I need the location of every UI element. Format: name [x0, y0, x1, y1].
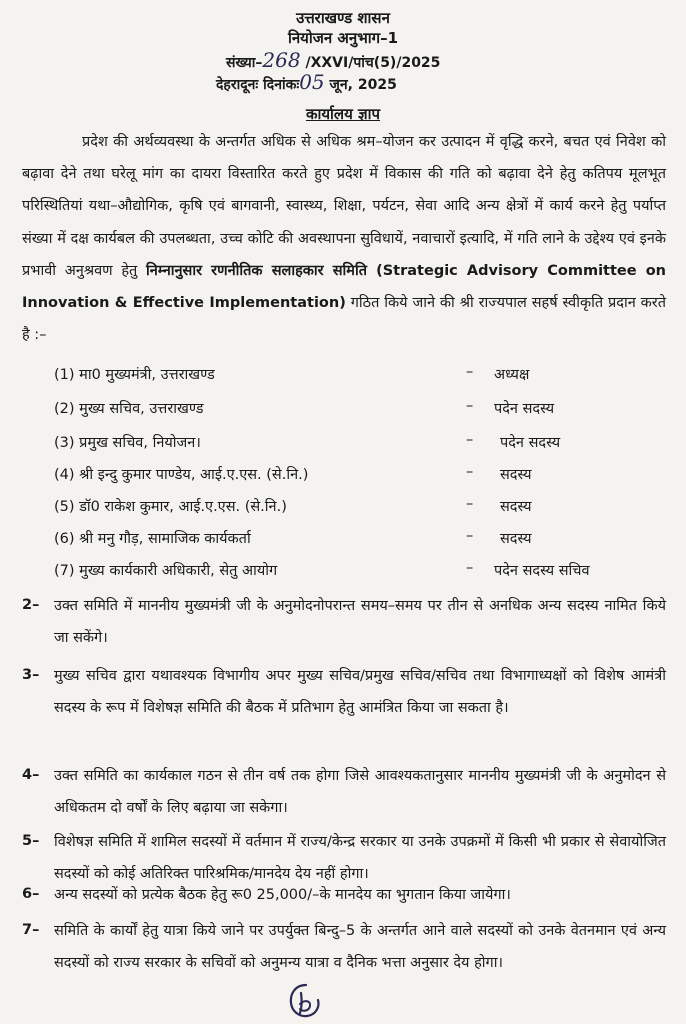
member-3: (3) प्रमुख सचिव, नियोजन। [54, 435, 201, 451]
point-2-number: 2– [22, 597, 40, 613]
govt-name: उत्तराखण्ड शासन [296, 9, 390, 27]
ref-number: 268 [262, 48, 301, 72]
point-4-number: 4– [22, 767, 40, 783]
intro-text-start: प्रदेश की अर्थव्यवस्था के अन्तर्गत अधिक से अधिक श्रम–योजन कर उत्पादन में वृद्धि करने, बचत एवं निवेश को बढ़ावा देने तथा घरेलू मांग का दायरा विस्तारित करते हुए प्रदेश में विकास की गति को बढ़ावा देने हेतु कतिपय मूलभूत परिस्थितियां यथा–औद्योगिक, कृषि एवं बागवानी, स्वास्थ्य, शिक्षा, पर्यटन, सेवा आदि अन्य क्षेत्रों में कार्य करने हेतु पर्याप्त संख्या में दक्ष कार्यबल की उपलब्धता, उच्च कोटि की अवस्थापना सुविधायें, नवाचारों इत्यादि, में गति लाने के उद्देश्य एवं इनके प्रभावी अनुश्रवण हेतु [22, 134, 666, 279]
date-day: 05 [299, 70, 325, 94]
member-6-dash: – [466, 528, 474, 544]
member-1-dash: – [466, 364, 474, 380]
point-5-text: विशेषज्ञ समिति में शामिल सदस्यों में वर्तमान में राज्य/केन्द्र सरकार या उनके उपक्रमों में किसी भी प्रकार से सेवायोजित सदस्यों को कोई अतिरिक्त पारिश्रमिक/मानदेय देय नहीं होगा। [54, 834, 666, 882]
point-4-text: उक्त समिति का कार्यकाल गठन से तीन वर्ष तक होगा जिसे आवश्यकतानुसार माननीय मुख्यमंत्री जी के अनुमोदन से अधिकतम दो वर्षों के लिए बढ़ाया जा सकेगा। [54, 768, 666, 816]
ref-suffix: /XXVI/पांच(5)/2025 [305, 55, 441, 71]
member-7-role: पदेन सदस्य सचिव [494, 563, 590, 579]
section-name: नियोजन अनुभाग–1 [287, 29, 399, 47]
intro-text-end: गठित किये जाने की श्री राज्यपाल सहर्ष स्वीकृति प्रदान करते है :– [22, 295, 666, 344]
member-2-dash: – [466, 398, 474, 414]
point-5-number: 5– [22, 833, 40, 849]
member-1: (1) मा0 मुख्यमंत्री, उत्तराखण्ड [54, 367, 215, 383]
member-4-dash: – [466, 464, 474, 480]
place-date-line [216, 72, 397, 95]
member-5-role: सदस्य [500, 499, 532, 515]
member-4-role: सदस्य [500, 467, 532, 483]
member-6: (6) श्री मनु गौड़, सामाजिक कार्यकर्ता [54, 531, 251, 547]
member-2: (2) मुख्य सचिव, उत्तराखण्ड [54, 401, 204, 417]
member-7: (7) मुख्य कार्यकारी अधिकारी, सेतु आयोग [54, 563, 278, 579]
point-7-text: समिति के कार्यों हेतु यात्रा किये जाने पर उपर्युक्त बिन्दु–5 के अन्तर्गत आने वाले सदस्यों को उनके वेतनमान एवं अन्य सदस्यों को राज्य सरकार के सचिवों को अनुमन्य यात्रा व दैनिक भत्ता अनुसार देय होगा। [54, 923, 666, 971]
member-5-dash: – [466, 496, 474, 512]
member-4: (4) श्री इन्दु कुमार पाण्डेय, आई.ए.एस. (से.नि.) [54, 467, 309, 483]
point-6-number: 6– [22, 886, 40, 902]
memo-title: कार्यालय ज्ञाप [305, 105, 381, 123]
member-3-role: पदेन सदस्य [500, 435, 561, 451]
member-5: (5) डॉ0 राकेश कुमार, आई.ए.एस. (से.नि.) [54, 499, 287, 515]
member-1-role: अध्यक्ष [494, 367, 530, 383]
member-6-role: सदस्य [500, 531, 532, 547]
reference-line [226, 50, 440, 73]
date-label: दिनांकः [263, 77, 300, 93]
point-3-text: मुख्य सचिव द्वारा यथावश्यक विभागीय अपर मुख्य सचिव/प्रमुख सचिव/सचिव तथा विभागाध्यक्षों को विशेष आमंत्री सदस्य के रूप में विशेषज्ञ समिति की बैठक में प्रतिभाग हेतु आमंत्रित किया जा सकता है। [54, 668, 666, 716]
place: देहरादूनः [216, 77, 259, 93]
point-6-text: अन्य सदस्यों को प्रत्येक बैठक हेतु रू0 25,000/–के मानदेय का भुगतान किया जायेगा। [54, 887, 511, 903]
point-2-text: उक्त समिति में माननीय मुख्यमंत्री जी के अनुमोदनोपरान्त समय–समय पर तीन से अनधिक अन्य सदस्य नामित किये जा सकेंगे। [54, 598, 666, 646]
intro-text-bold: निम्नानुसार रणनीतिक सलाहकार समिति (Strategic Advisory Committee on Innovation & Effective Implementation) [22, 262, 666, 312]
point-3-number: 3– [22, 667, 40, 683]
member-7-dash: – [466, 560, 474, 576]
signature-icon [286, 982, 326, 1020]
intro-paragraph [22, 126, 666, 351]
member-2-role: पदेन सदस्य [494, 401, 555, 417]
member-3-dash: – [466, 432, 474, 448]
date-rest: जून, 2025 [329, 77, 397, 93]
point-7-number: 7– [22, 922, 40, 938]
ref-label: संख्या– [226, 55, 263, 71]
